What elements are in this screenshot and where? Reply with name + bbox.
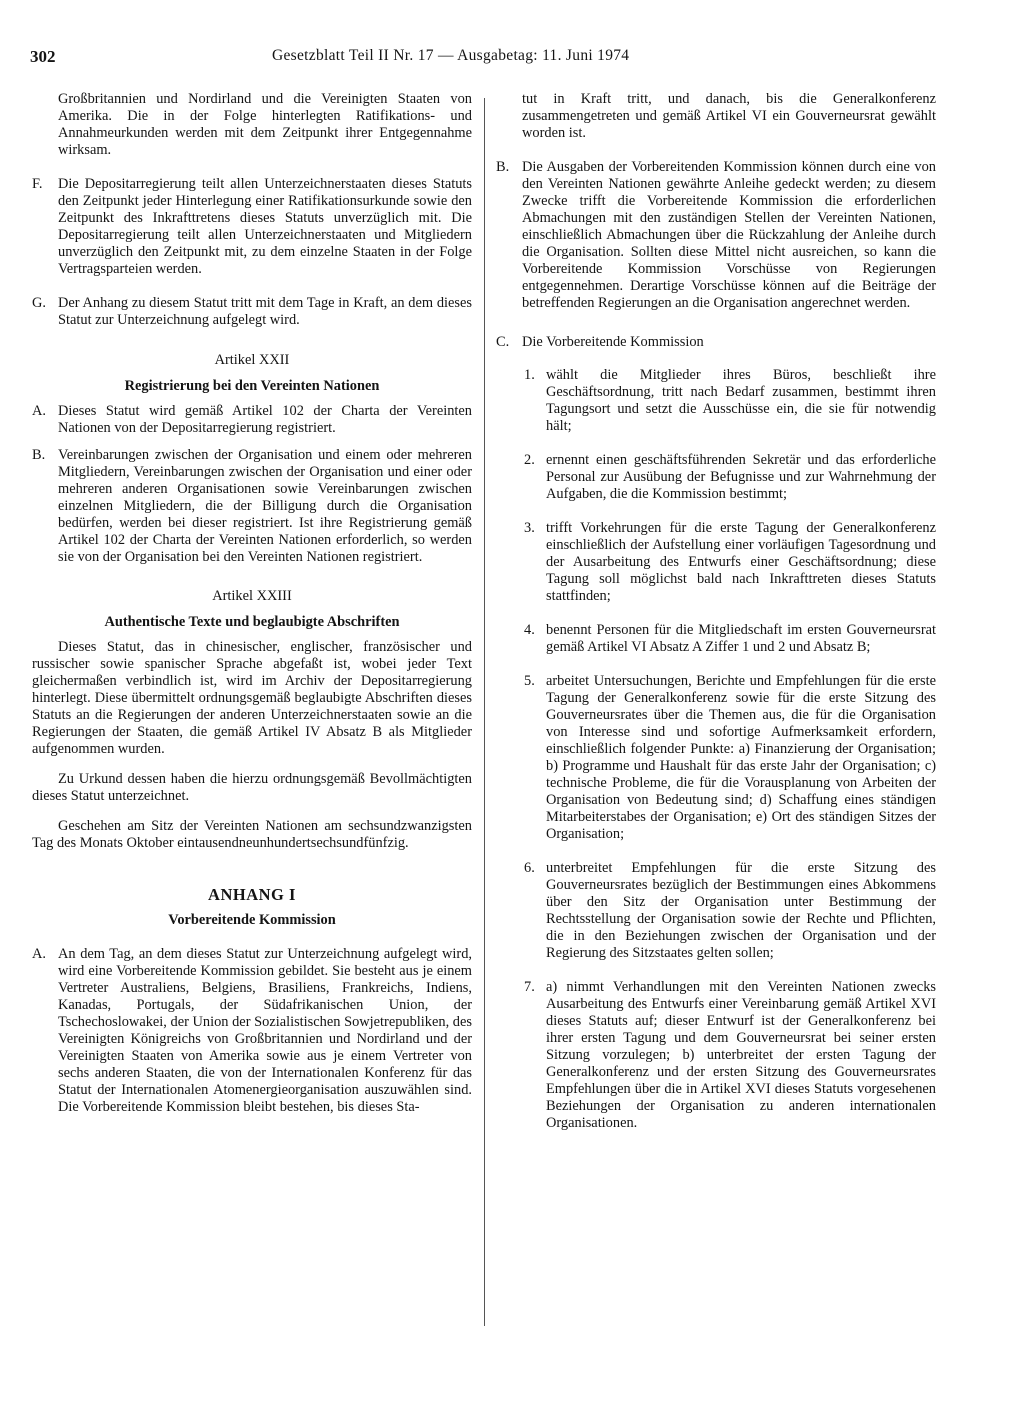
list-item-text: a) nimmt Verhandlungen mit den Vereinten Nationen zwecks Ausarbeitung des Entwurfs einer Vereinbarung gemäß Artikel XVI dieses Statuts auf; dieser Entwurf ist der Generalkonferenz bei ihrer ersten Tagung und dem Gouverneursrat bei seiner ersten Sitzung vorzulegen; b) unterbreitet der ersten Tagung der Generalkonferenz und der ersten Sitzung des Gouverneursrates Empfehlungen über die in Artikel XVI dieses Statuts vorgesehenen Beziehungen der Organisation zu anderen internationalen Organisationen. (546, 979, 936, 1131)
continuation-paragraph: tut in Kraft tritt, und danach, bis die Generalkonferenz zusammengetreten und gemäß Artikel VI ein Gouverneursrat gewählt worden ist. (522, 91, 936, 141)
annex-a-label: A. (32, 946, 46, 962)
section-f-text: Die Depositarregierung teilt allen Unterzeichnerstaaten dieses Statuts den Zeitpunkt jeder Hinterlegung einer Ratifikationsurkunde sowie den Zeitpunkt des Inkrafttretens dieses Statuts unverzüglich mit. Die Depositarregierung teilt allen Unterzeichnerstaaten und Mitgliedern unverzüglich den Zeitpunkt mit, zu dem einzelne Staaten in der Folge Vertragsparteien werden. (58, 176, 472, 277)
list-item-number: 1. (524, 367, 535, 383)
page-header (30, 47, 710, 73)
section-f (32, 176, 472, 278)
article-xxii-a (32, 403, 472, 437)
annex-c-text: Die Vorbereitende Kommission (522, 334, 704, 350)
column-divider (484, 98, 485, 1326)
list-item-number: 2. (524, 452, 535, 468)
list-item-text: benennt Personen für die Mitgliedschaft im ersten Gouverneursrat gemäß Artikel VI Absatz A Ziffer 1 und 2 und Absatz B; (546, 622, 936, 655)
article-xxii-a-text: Dieses Statut wird gemäß Artikel 102 der Charta der Vereinten Nationen von der Depositarregierung registriert. (58, 403, 472, 436)
annex-b (496, 159, 936, 312)
list-item (496, 860, 936, 962)
annex-a (32, 946, 472, 1116)
right-column (496, 91, 936, 1132)
left-column (32, 91, 472, 1116)
article-xxiii-heading: Authentische Texte und beglaubigte Abschriften (104, 614, 400, 630)
list-item-text: ernennt einen geschäftsführenden Sekretär und das erforderliche Personal zur Ausübung der Befugnisse und zur Wahrnehmung der Aufgaben, die die Kommission bestimmt; (546, 452, 936, 502)
section-g-text: Der Anhang zu diesem Statut tritt mit dem Tage in Kraft, an dem dieses Statut zur Unterzeichnung aufgelegt wird. (58, 295, 472, 328)
article-xxiii-title: Artikel XXIII (212, 588, 292, 604)
intro-paragraph: Großbritannien und Nordirland und die Vereinigten Staaten von Amerika. Die in der Folge hinterlegten Ratifikations- und Annahmeurkunden werden mit dem Zeitpunkt ihrer Entgegennahme wirksam. (58, 91, 472, 158)
list-item (496, 673, 936, 843)
list-item-number: 3. (524, 520, 535, 536)
section-f-label: F. (32, 176, 43, 192)
section-g-label: G. (32, 295, 46, 311)
annex-title: ANHANG I (208, 885, 296, 904)
article-xxiii-paragraph-2: Zu Urkund dessen haben die hierzu ordnungsgemäß Bevollmächtigten dieses Statut unterzeichnet. (32, 771, 472, 804)
list-item-text: unterbreitet Empfehlungen für die erste Sitzung des Gouverneursrates bezüglich der Bestimmungen eines Abkommens über den Sitz der Organisation unter Bestimmung der Rechtsstellung der Organisation sowie der Rechte und Pflichten, die in den Beziehungen zwischen der Organisation und der Regierung des Sitzstaates gelten sollen; (546, 860, 936, 961)
list-item-number: 7. (524, 979, 535, 995)
list-item (496, 367, 936, 435)
list-item (496, 520, 936, 605)
list-item-number: 6. (524, 860, 535, 876)
list-item-number: 5. (524, 673, 535, 689)
article-xxiii-paragraph-1: Dieses Statut, das in chinesischer, englischer, französischer und russischer sowie spanischer Sprache abgefaßt ist, wobei jeder Text gleichermaßen verbindlich ist, wird im Archiv der Depositarregierung hinterlegt. Diese übermittelt ordnungsgemäß beglaubigte Abschriften dieses Statuts an die Regierungen der anderen Unterzeichnerstaaten sowie an die Regierungen der Staaten, die gemäß Artikel IV Absatz B als Mitglieder aufgenommen wurden. (32, 639, 472, 757)
list-item-text: arbeitet Untersuchungen, Berichte und Empfehlungen für die erste Tagung der Generalkonferenz sowie für die erste Sitzung des Gouverneursrates über die Themen aus, die für die Organisation von Interesse sind und sofortige Aufmerksamkeit erfordern, einschließlich folgender Punkte: a) Finanzierung der Organisation; b) Programme und Haushalt für das erste Jahr der Organisation; c) technische Probleme, die für die Vorausplanung von Arbeiten der Organisation von Bedeutung sind; d) Schaffung eines ständigen Mitarbeiterstabes der Organisation; e) Ort des ständigen Sitzes der Organisation; (546, 673, 936, 842)
article-xxii-b-text: Vereinbarungen zwischen der Organisation und einem oder mehreren Mitgliedern, Vereinbarungen zwischen der Organisation und einer oder mehreren anderen Organisationen sowie Vereinbarungen zwischen einzelnen Mitgliedern, die der Billigung durch die Organisation bedürfen, werden bei dieser registriert. Ist ihre Registrierung gemäß Artikel 102 der Charta der Vereinten Nationen erforderlich, so werden sie von der Organisation bei den Vereinten Nationen registriert. (58, 447, 472, 565)
list-item-number: 4. (524, 622, 535, 638)
annex-heading: Vorbereitende Kommission (168, 912, 336, 928)
annex-c-label: C. (496, 334, 510, 350)
annex-c (496, 334, 936, 351)
list-item (496, 622, 936, 656)
annex-a-text: An dem Tag, an dem dieses Statut zur Unterzeichnung aufgelegt wird, wird eine Vorbereitende Kommission gebildet. Sie besteht aus je einem Vertreter Australiens, Belgiens, Brasiliens, Frankreichs, Indiens, Kanadas, Portugals, der Südafrikanischen Union, der Tschechoslowakei, der Union der Sozialistischen Sowjetrepubliken, des Vereinigten Königreichs von Großbritannien und Nordirland und der Vereinigten Staaten von Amerika sowie aus je einem Vertreter von sechs anderen Staaten, die von der Internationalen Konferenz für das Statut der Internationalen Atomenergieorganisation auszuwählen sind. Die Vorbereitende Kommission bleibt bestehen, bis dieses Sta- (58, 946, 472, 1115)
article-xxii-a-label: A. (32, 403, 46, 419)
annex-b-text: Die Ausgaben der Vorbereitenden Kommission können durch eine von den Vereinten Nationen gewährte Anleihe gedeckt werden; zu diesem Zwecke trifft die Vorbereitende Kommission die erforderlichen Abmachungen mit den zuständigen Stellen der Vereinten Nationen, einschließlich Abmachungen über die Rückzahlung der Anleihe durch die Organisation. Sollten diese Mittel nicht ausreichen, so kann die Vorbereitende Kommission Vorschüsse von Regierungen entgegennehmen. Derartige Vorschüsse können auf die Beiträge der betreffenden Regierungen an die Organisation angerechnet werden. (522, 159, 936, 311)
article-xxiii-paragraph-3: Geschehen am Sitz der Vereinten Nationen am sechsundzwanzigsten Tag des Monats Oktober eintausendneunhundertsechsundfünfzig. (32, 818, 472, 851)
list-item (496, 979, 936, 1132)
article-xxii-b-label: B. (32, 447, 46, 463)
list-item (496, 452, 936, 503)
running-title: Gesetzblatt Teil II Nr. 17 — Ausgabetag: 11. Juni 1974 (272, 47, 630, 64)
list-item-text: wählt die Mitglieder ihres Büros, beschließt ihre Geschäftsordnung, tritt nach Bedarf zusammen, bestimmt ihren Tagungsort und setzt die Ausschüsse ein, die sie für notwendig hält; (546, 367, 936, 434)
list-item-text: trifft Vorkehrungen für die erste Tagung der Generalkonferenz einschließlich der Aufstellung einer vorläufigen Tagesordnung und der Ausarbeitung des Entwurfs einer Geschäftsordnung; diese Tagung soll möglichst bald nach Inkrafttreten dieses Statuts stattfinden; (546, 520, 936, 604)
annex-b-label: B. (496, 159, 510, 175)
article-xxii-heading: Registrierung bei den Vereinten Nationen (124, 378, 380, 394)
page-number: 302 (30, 47, 56, 66)
article-xxii-title: Artikel XXII (214, 352, 290, 368)
article-xxii-b (32, 447, 472, 566)
section-g (32, 295, 472, 329)
